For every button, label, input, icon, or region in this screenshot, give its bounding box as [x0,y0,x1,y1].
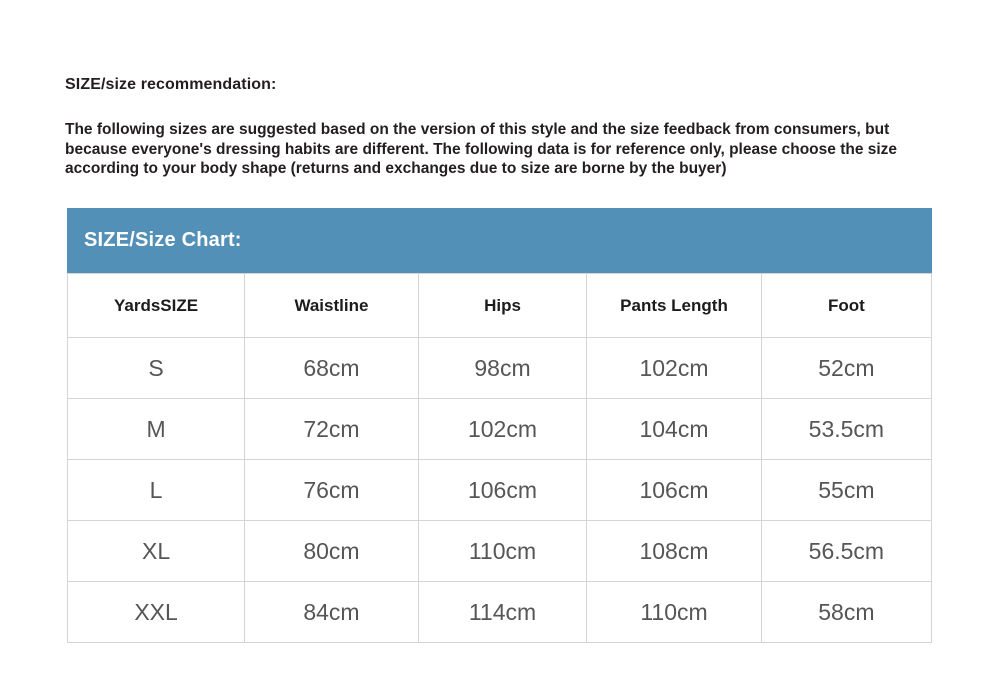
cell-pants-length: 104cm [587,399,762,460]
cell-pants-length: 102cm [587,338,762,399]
cell-waistline: 68cm [245,338,419,399]
cell-pants-length: 106cm [587,460,762,521]
size-chart-section [67,208,932,643]
column-header-yards-size: YardsSIZE [68,274,245,338]
cell-foot: 58cm [761,582,931,643]
table-row [68,338,932,399]
cell-size: S [68,338,245,399]
table-row [68,399,932,460]
size-recommendation-heading: SIZE/size recommendation: [65,76,277,93]
cell-foot: 52cm [761,338,931,399]
cell-waistline: 72cm [245,399,419,460]
cell-waistline: 84cm [245,582,419,643]
column-header-hips: Hips [418,274,586,338]
cell-hips: 98cm [418,338,586,399]
table-row [68,582,932,643]
cell-size: L [68,460,245,521]
cell-pants-length: 110cm [587,582,762,643]
table-row [68,460,932,521]
cell-hips: 102cm [418,399,586,460]
column-header-waistline: Waistline [245,274,419,338]
size-chart-title-bar [67,208,932,273]
size-chart-table [67,273,932,643]
cell-foot: 56.5cm [761,521,931,582]
cell-hips: 110cm [418,521,586,582]
size-chart-title: SIZE/Size Chart: [84,229,242,251]
cell-size: XL [68,521,245,582]
column-header-pants-length: Pants Length [587,274,762,338]
cell-foot: 53.5cm [761,399,931,460]
column-header-foot: Foot [761,274,931,338]
cell-foot: 55cm [761,460,931,521]
cell-size: M [68,399,245,460]
cell-size: XXL [68,582,245,643]
table-row [68,521,932,582]
cell-pants-length: 108cm [587,521,762,582]
cell-hips: 106cm [418,460,586,521]
cell-waistline: 80cm [245,521,419,582]
size-recommendation-paragraph: The following sizes are suggested based on the version of this style and the size feedback from consumers, but because everyone's dressing habits are different. The following data is for reference only, please choose the size according to your body shape (returns and exchanges due to size are borne by the buyer) [65,121,898,177]
table-header-row [68,274,932,338]
cell-waistline: 76cm [245,460,419,521]
cell-hips: 114cm [418,582,586,643]
